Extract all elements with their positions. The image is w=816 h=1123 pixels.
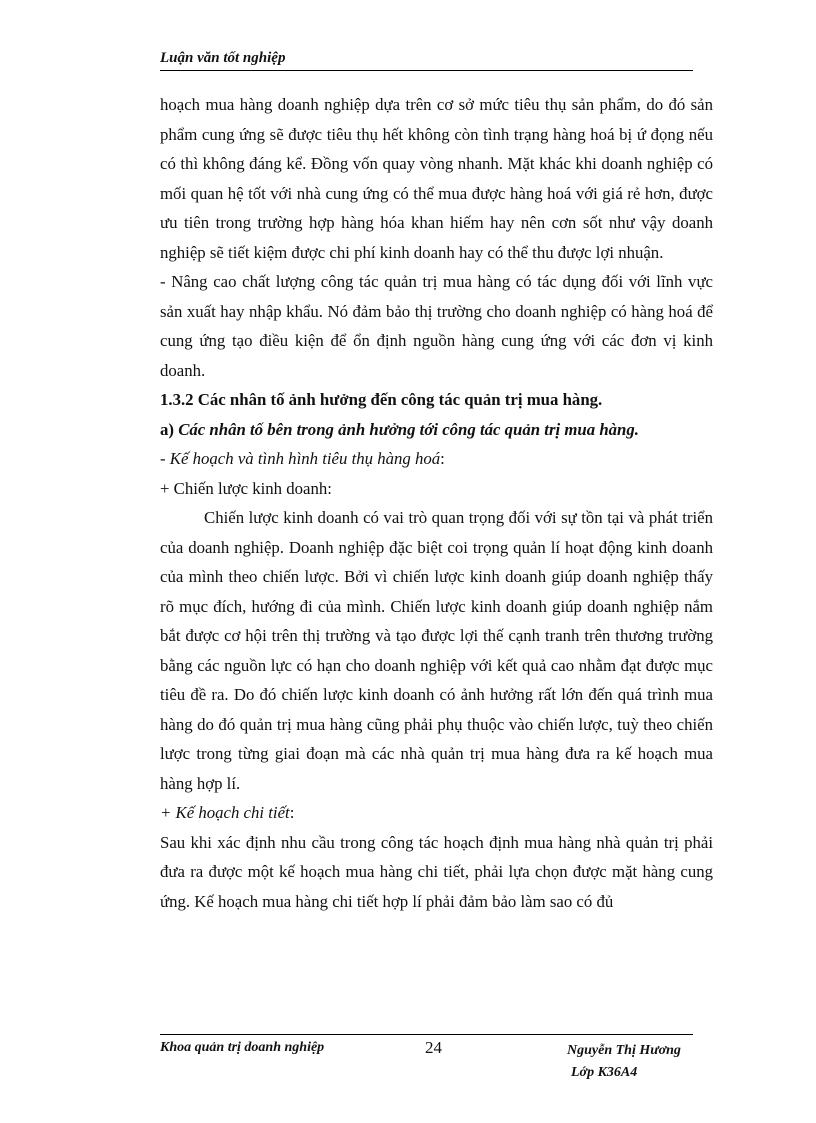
header-rule <box>160 70 693 71</box>
paragraph-2: - Nâng cao chất lượng công tác quản trị mua hàng có tác dụng đối với lĩnh vực sản xuất hay nhập khẩu. Nó đảm bảo thị trường cho doanh nghiệp có hàng hoá để cung ứng tạo điều kiện để ổn định nguồn hàng cung ứng với các đơn vị kinh doanh. <box>160 272 713 380</box>
plus-item-detail-text: + Kế hoạch chi tiết <box>160 803 290 822</box>
heading-a-text: Các nhân tố bên trong ảnh hưởng tới công tác quản trị mua hàng. <box>178 419 639 439</box>
page-body <box>160 90 713 916</box>
paragraph-4: Sau khi xác định nhu cầu trong công tác hoạch định mua hàng nhà quản trị phải đưa ra được một kế hoạch mua hàng chi tiết, phải lựa chọn được mặt hàng cung ứng. Kế hoạch mua hàng chi tiết hợp lí phải đảm bảo làm sao có đủ <box>160 832 713 911</box>
bullet-text: Kế hoạch và tình hình tiêu thụ hàng hoá <box>169 449 441 468</box>
footer-class: Lớp K36A4 <box>571 1065 638 1080</box>
page-number: 24 <box>425 1038 442 1057</box>
plus-item-strategy: + Chiến lược kinh doanh: <box>160 478 332 498</box>
header-title: Luận văn tốt nghiệp <box>160 50 286 66</box>
subsection-heading-a <box>160 415 713 445</box>
footer-author-block <box>567 1040 717 1084</box>
paragraph-1: hoạch mua hàng doanh nghiệp dựa trên cơ sở mức tiêu thụ sản phẩm, do đó sản phẩm cung ứng sẽ được tiêu thụ hết không còn tình trạng hàng hoá bị ứ đọng nếu có thì không đáng kể. Đồng vốn quay vòng nhanh. Mặt khác khi doanh nghiệp có mối quan hệ tốt với nhà cung ứng có thể mua được hàng hoá với giá rẻ hơn, được ưu tiên trong trường hợp hàng hóa khan hiếm hay nên cơn sốt như vậy doanh nghiệp sẽ tiết kiệm được chi phí kinh doanh hay có thể thu được lợi nhuận. <box>160 95 713 262</box>
footer-rule <box>160 1034 693 1035</box>
plus-item-detail-colon: : <box>289 803 295 822</box>
paragraph-3: Chiến lược kinh doanh có vai trò quan trọng đối với sự tồn tại và phát triển của doanh nghiệp. Doanh nghiệp đặc biệt coi trọng quản lí hoạt động kinh doanh của mình theo chiến lược. Bởi vì chiến lược kinh doanh giúp doanh nghiệp thấy rõ mục đích, hướng đi của mình. Chiến lược kinh doanh giúp doanh nghiệp nắm bắt được cơ hội trên thị trường và tạo được lợi thế cạnh tranh trên thương trường bằng các nguồn lực có hạn cho doanh nghiệp với kết quả cao nhằm đạt được mục tiêu đề ra. Do đó chiến lược kinh doanh có ảnh hưởng rất lớn đến quá trình mua hàng do đó quản trị mua hàng cũng phải phụ thuộc vào chiến lược, tuỳ theo chiến lược trong từng giai đoạn mà các nhà quản trị mua hàng đưa ra kế hoạch mua hàng hợp lí. <box>160 508 713 793</box>
bullet-item <box>160 444 713 474</box>
footer-author: Nguyễn Thị Hương <box>567 1043 681 1058</box>
bullet-dash: - <box>160 449 170 468</box>
section-heading-1-3-2: 1.3.2 Các nhân tố ảnh hưởng đến công tác quản trị mua hàng. <box>160 390 603 409</box>
plus-item-detail-plan <box>160 798 713 828</box>
bullet-colon: : <box>440 449 445 468</box>
heading-a-prefix: a) <box>160 419 179 439</box>
footer-faculty: Khoa quản trị doanh nghiệp <box>160 1040 325 1055</box>
